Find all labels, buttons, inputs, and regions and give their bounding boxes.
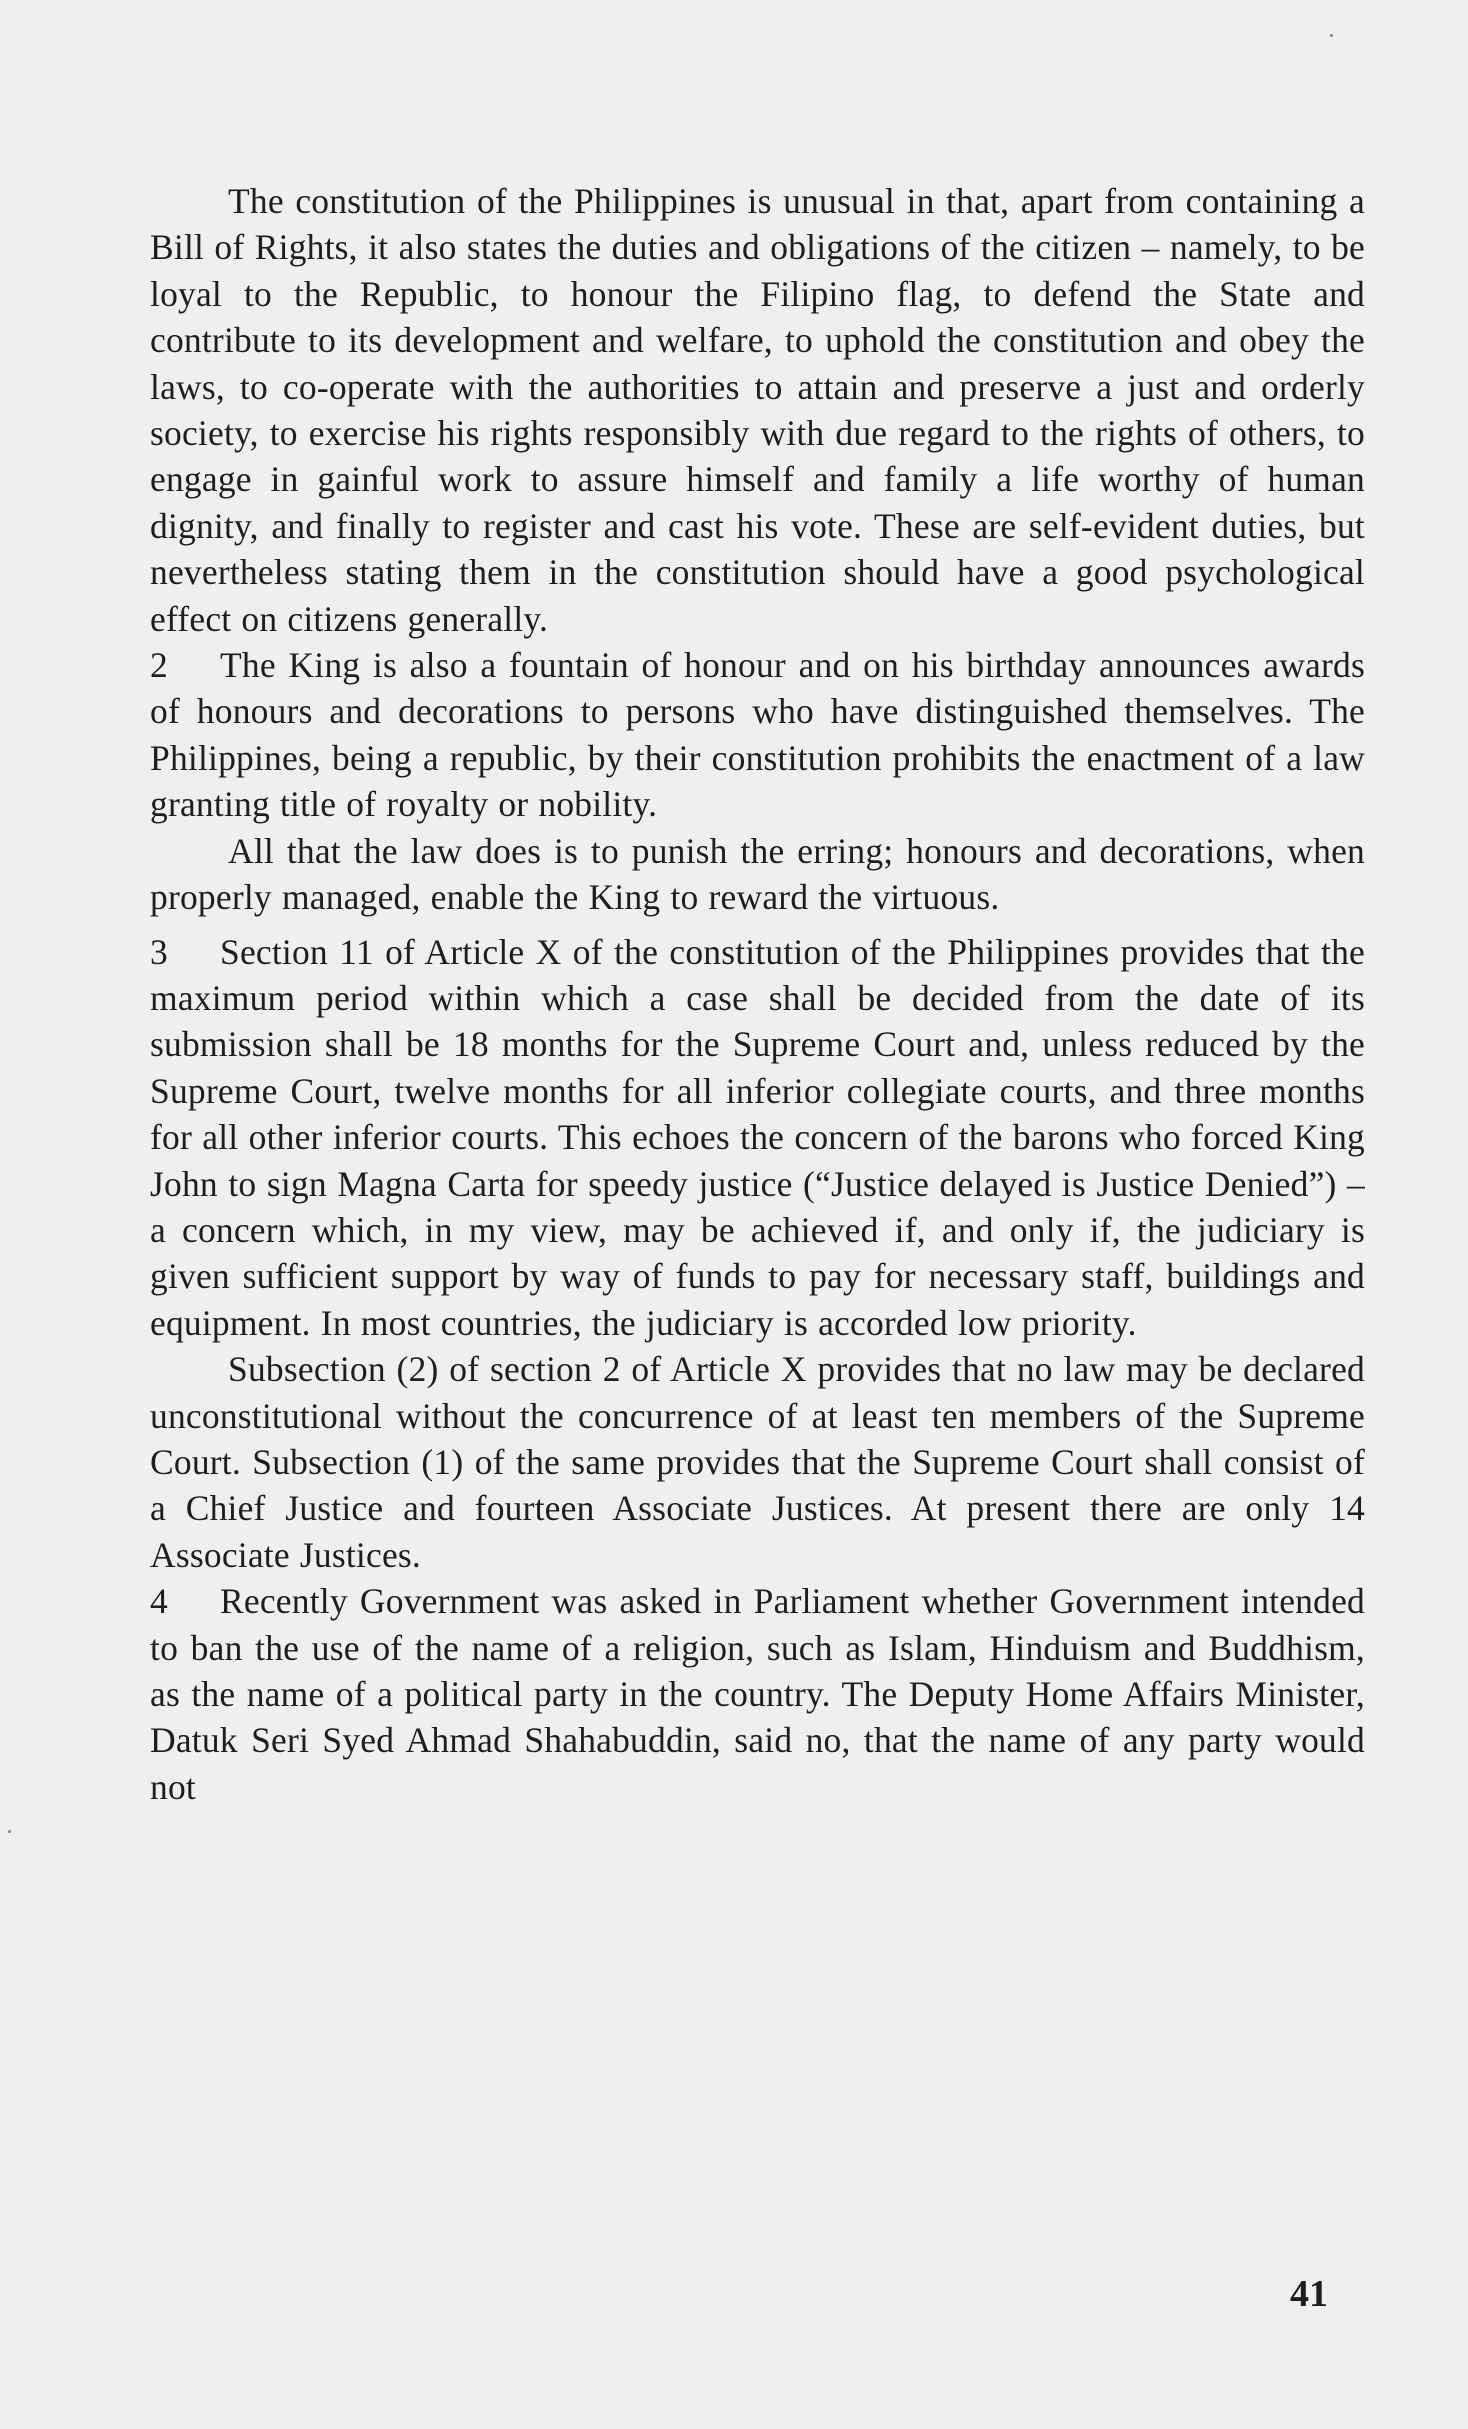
- paragraph-text: The constitution of the Philippines is unusual in that, apart from containing a Bill of Rights, it also states the duties and obligations of the citizen – namely, to be loyal to the Republic, to honour the Filipino flag, to defend the State and contribute to its development and welfare, to uphold the constitution and obey the laws, to co-operate with the authorities to attain and preserve a just and orderly society, to exercise his rights responsibly with due regard to the rights of others, to engage in gainful work to assure himself and family a life worthy of human dignity, and finally to register and cast his vote. These are self-evident duties, but nevertheless stating them in the constitution should have a good psychological effect on citizens generally.: [150, 181, 1365, 639]
- paragraph-text: Recently Government was asked in Parliament whether Government intended to ban the use of the name of a religion, such as Islam, Hinduism and Buddhism, as the name of a political party in the country. The Deputy Home Affairs Minister, Datuk Seri Syed Ahmad Shahabuddin, said no, that the name of any party would not: [150, 1581, 1365, 1807]
- page-number: 41: [1290, 2273, 1328, 2315]
- dust-speck: [8, 1830, 11, 1833]
- paragraph-text: The King is also a fountain of honour and on his birthday announces awards of honours and decorations to persons who have distinguished themselves. The Philippines, being a republic, by their constitution prohibits the enactment of a law granting title of royalty or nobility.: [150, 645, 1365, 825]
- paragraph-3-section-11: [150, 929, 1365, 1347]
- paragraph-number: 3: [150, 931, 168, 972]
- paragraph-subsection-2: [150, 1346, 1365, 1578]
- body-text: [150, 178, 1365, 1810]
- dust-speck: [1330, 34, 1333, 37]
- paragraph-2-fountain-of-honour: [150, 642, 1365, 828]
- paragraph-text: All that the law does is to punish the erring; honours and decorations, when properly managed, enable the King to reward the virtuous.: [150, 830, 1365, 918]
- paragraph-text: Subsection (2) of section 2 of Article X provides that no law may be declared unconstitutional without the concurrence of at least ten members of the Supreme Court. Subsection (1) of the same provides that the Supreme Court shall consist of a Chief Justice and fourteen Associate Justices. At present there are only 14 Associate Justices.: [150, 1349, 1365, 1575]
- paragraph-constitution-duties: [150, 178, 1365, 642]
- paragraph-law-punishes: [150, 828, 1365, 921]
- paragraph-4-religion-party-names: [150, 1578, 1365, 1810]
- paragraph-text: Section 11 of Article X of the constitution of the Philippines provides that the maximum period within which a case shall be decided from the date of its submission shall be 18 months for the Supreme Court and, unless reduced by the Supreme Court, twelve months for all inferior collegiate courts, and three months for all other inferior courts. This echoes the concern of the barons who forced King John to sign Magna Carta for speedy justice (“Justice delayed is Justice Denied”) – a concern which, in my view, may be achieved if, and only if, the judiciary is given sufficient support by way of funds to pay for necessary staff, buildings and equipment. In most countries, the judiciary is accorded low priority.: [150, 931, 1365, 1343]
- paragraph-number: 4: [150, 1581, 168, 1622]
- paragraph-number: 2: [150, 645, 168, 686]
